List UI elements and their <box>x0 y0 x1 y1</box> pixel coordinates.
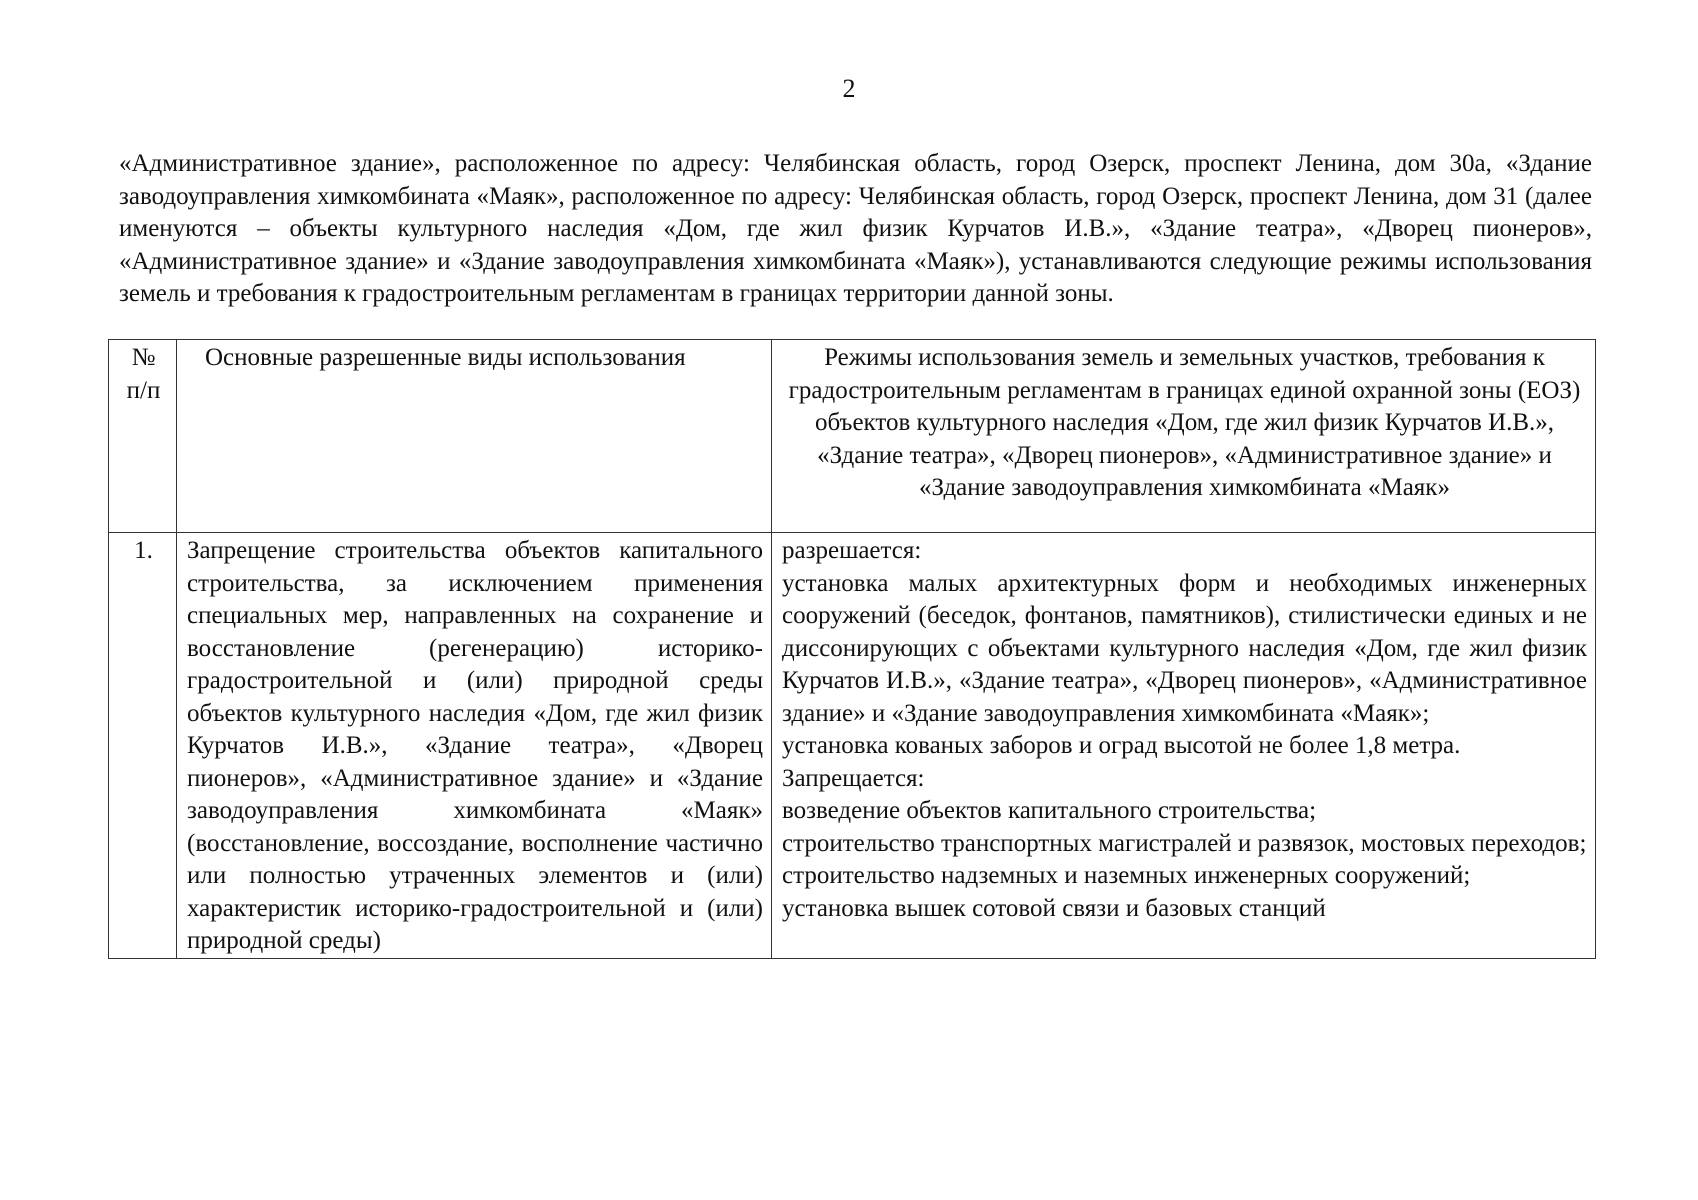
row-allowed-use: Запрещение строительства объектов капитального строительства, за исключением применения специальных мер, направленных на сохранение и восстановление (регенерацию) историко-градостроительной и (или) природной среды объектов культурного наследия «Дом, где жил физик Курчатов И.В.», «Здание театра», «Дворец пионеров», «Административное здание» и «Здание заводоуправления химкомбината «Маяк» (восстановление, воссоздание, восполнение частично или полностью утраченных элементов и (или) характеристик историко-градостроительной и (или) природной среды) <box>177 533 772 959</box>
regime-line: строительство транспортных магистралей и развязок, мостовых переходов; <box>782 829 1587 857</box>
row-regimes <box>772 533 1596 959</box>
regime-line: установка малых архитектурных форм и необходимых инженерных сооружений (беседок, фонтанов, памятников), стилистически единых и не диссонирующих с объектами культурного наследия «Дом, где жил физик Курчатов И.В.», «Здание театра», «Дворец пионеров», «Административное здание» и «Здание заводоуправления химкомбината «Маяк»; <box>782 569 1587 727</box>
regime-line: возведение объектов капитального строительства; <box>782 797 1317 824</box>
regime-line: установка вышек сотовой связи и базовых станций <box>782 894 1326 922</box>
regime-line: строительство надземных и наземных инженерных сооружений; <box>782 862 1471 889</box>
regime-line: Запрещается: <box>782 764 925 792</box>
header-regimes: Режимы использования земель и земельных участков, требования к градостроительным регламентам в границах единой охранной зоны (ЕОЗ) объектов культурного наследия «Дом, где жил физик Курчатов И.В.», «Здание театра», «Дворец пионеров», «Административное здание» и «Здание заводоуправления химкомбината «Маяк» <box>772 340 1596 533</box>
header-number-abbr: п/п <box>126 376 161 404</box>
regime-line: установка кованых заборов и оград высотой не более 1,8 метра. <box>782 732 1461 759</box>
regime-table <box>108 339 1596 959</box>
row-number: 1. <box>109 533 177 959</box>
header-number <box>109 340 177 533</box>
table-header-row <box>109 340 1596 533</box>
header-allowed-use: Основные разрешенные виды использования <box>177 340 772 533</box>
table-row <box>109 533 1596 959</box>
intro-paragraph: «Административное здание», расположенное по адресу: Челябинская область, город Озерск, проспект Ленина, дом 30а, «Здание заводоуправления химкомбината «Маяк», расположенное по адресу: Челябинская область, город Озерск, проспект Ленина, дом 31 (далее именуются – объекты культурного наследия «Дом, где жил физик Курчатов И.В.», «Здание театра», «Дворец пионеров», «Административное здание» и «Здание заводоуправления химкомбината «Маяк»), устанавливаются следующие режимы использования земель и требования к градостроительным регламентам в границах территории данной зоны. <box>119 150 1592 307</box>
header-number-sign: № <box>131 344 156 371</box>
page-number: 2 <box>842 74 856 103</box>
regime-line: разрешается: <box>782 537 922 564</box>
